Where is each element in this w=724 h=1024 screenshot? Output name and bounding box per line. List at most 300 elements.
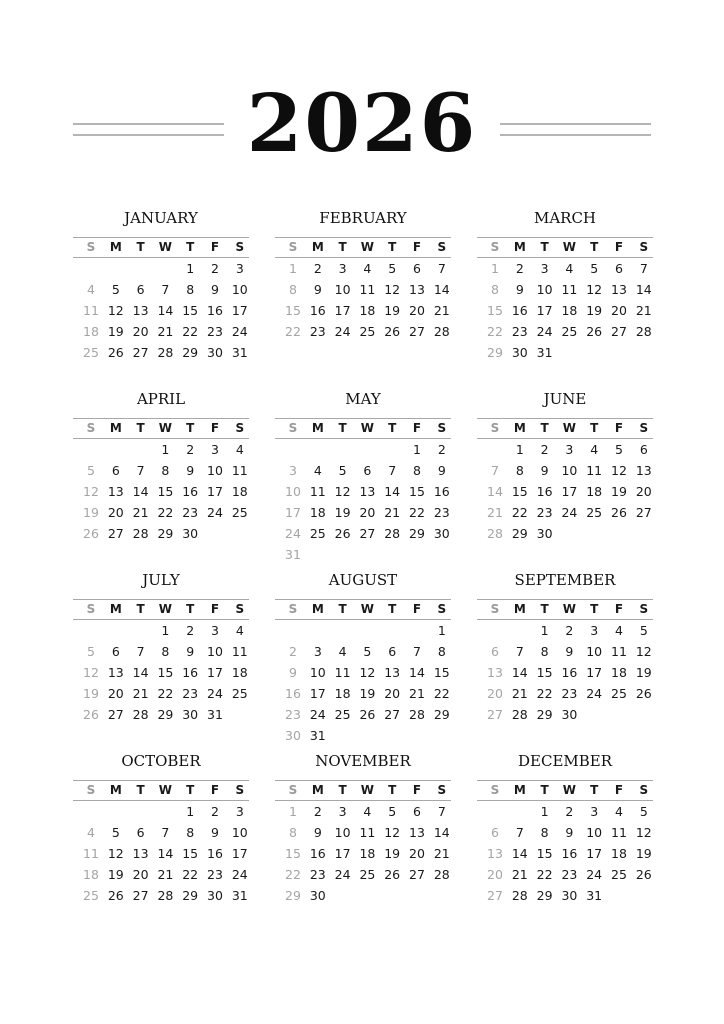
weekday-header-row xyxy=(73,599,249,619)
day-cell: 15 xyxy=(182,302,199,318)
day-cell: 31 xyxy=(231,344,248,360)
day-cell: 8 xyxy=(540,824,549,840)
weekday-header: F xyxy=(614,602,624,616)
day-cell: 4 xyxy=(590,442,599,457)
day-cell: 15 xyxy=(285,845,301,861)
day-cell: 18 xyxy=(309,504,326,520)
weekday-header: F xyxy=(210,240,220,254)
day-cell: 21 xyxy=(157,323,174,339)
day-cell: 19 xyxy=(107,323,124,339)
weekday-header: S xyxy=(490,783,500,797)
day-cell: 10 xyxy=(586,824,603,840)
day-cell: 29 xyxy=(487,344,503,360)
day-cell: 8 xyxy=(289,281,297,297)
day-cell: 28 xyxy=(157,887,174,903)
day-cell: 22 xyxy=(285,323,301,339)
day-cell: 12 xyxy=(586,281,603,297)
weekday-header: F xyxy=(412,783,422,797)
year-title: 2026 xyxy=(246,76,478,170)
day-cell: 11 xyxy=(231,643,248,659)
day-cell: 21 xyxy=(132,504,149,520)
day-cell: 29 xyxy=(285,887,301,903)
weekday-header: T xyxy=(338,240,347,254)
day-cell: 23 xyxy=(511,323,528,339)
day-cell: 23 xyxy=(182,685,199,701)
day-cell: 23 xyxy=(309,866,326,882)
day-cell: 11 xyxy=(561,281,578,297)
weekday-rule-bottom xyxy=(477,438,653,439)
day-cell: 12 xyxy=(384,824,401,840)
day-cell: 6 xyxy=(136,281,145,297)
weekday-header: T xyxy=(590,240,599,254)
day-cell: 9 xyxy=(186,462,195,478)
weekday-header-row xyxy=(477,599,653,619)
day-cell: 1 xyxy=(491,261,499,276)
weekday-header: T xyxy=(590,783,599,797)
day-cell: 1 xyxy=(515,442,524,457)
day-cell: 1 xyxy=(289,804,297,819)
day-cell: 21 xyxy=(487,504,503,520)
weekday-header: S xyxy=(235,602,245,616)
weekday-header: T xyxy=(540,421,549,435)
day-cell: 19 xyxy=(83,685,99,701)
weekday-header: S xyxy=(490,240,500,254)
day-cell: 23 xyxy=(182,504,199,520)
day-cell: 24 xyxy=(231,323,248,339)
weekday-header: W xyxy=(562,240,577,254)
month-title: JULY xyxy=(142,571,180,589)
day-cell: 13 xyxy=(487,664,503,680)
day-cell: 29 xyxy=(182,344,199,360)
day-cell: 3 xyxy=(235,261,244,276)
day-cell: 23 xyxy=(561,866,578,882)
weekday-rule-bottom xyxy=(477,257,653,258)
day-cell: 20 xyxy=(132,866,149,882)
day-cell: 16 xyxy=(207,302,223,318)
day-cell: 19 xyxy=(334,504,351,520)
day-cell: 6 xyxy=(413,261,421,276)
day-cell: 11 xyxy=(309,483,326,499)
day-cell: 3 xyxy=(313,643,322,659)
day-cell: 16 xyxy=(561,845,578,861)
day-cell: 13 xyxy=(132,302,149,318)
day-cell: 21 xyxy=(511,685,528,701)
day-cell: 13 xyxy=(384,664,401,680)
day-cell: 28 xyxy=(132,706,149,722)
day-cell: 19 xyxy=(635,845,652,861)
day-cell: 26 xyxy=(635,866,652,882)
day-cell: 2 xyxy=(565,804,574,819)
day-cell: 22 xyxy=(285,866,301,882)
day-cell: 7 xyxy=(161,824,170,840)
day-cell: 21 xyxy=(384,504,401,520)
day-cell: 24 xyxy=(334,866,351,882)
day-cell: 25 xyxy=(561,323,578,339)
month-title: OCTOBER xyxy=(121,752,201,770)
day-cell: 8 xyxy=(186,824,195,840)
day-cell: 5 xyxy=(363,643,372,659)
weekday-header: T xyxy=(136,602,145,616)
day-cell: 5 xyxy=(87,643,95,659)
day-cell: 25 xyxy=(231,685,248,701)
day-cell: 21 xyxy=(409,685,425,701)
day-cell: 15 xyxy=(157,483,174,499)
day-cell: 17 xyxy=(207,664,223,680)
day-cell: 26 xyxy=(384,323,401,339)
day-cell: 25 xyxy=(83,344,99,360)
day-cell: 30 xyxy=(309,887,326,903)
day-cell: 9 xyxy=(437,462,446,478)
day-cell: 16 xyxy=(182,483,199,499)
day-cell: 17 xyxy=(586,845,603,861)
day-cell: 18 xyxy=(561,302,578,318)
day-cell: 1 xyxy=(437,623,446,638)
day-cell: 3 xyxy=(289,462,297,478)
day-cell: 26 xyxy=(384,866,401,882)
day-cell: 2 xyxy=(313,261,322,276)
day-cell: 20 xyxy=(487,685,503,701)
day-cell: 29 xyxy=(157,706,174,722)
weekday-header: T xyxy=(540,240,549,254)
weekday-header: T xyxy=(186,783,195,797)
day-cell: 8 xyxy=(161,462,170,478)
day-cell: 10 xyxy=(207,462,223,478)
day-cell: 14 xyxy=(511,664,528,680)
day-cell: 29 xyxy=(536,887,553,903)
day-cell: 7 xyxy=(437,804,446,819)
day-cell: 24 xyxy=(561,504,578,520)
weekday-header: F xyxy=(210,602,220,616)
day-cell: 27 xyxy=(635,504,652,520)
day-cell: 2 xyxy=(211,804,219,819)
day-cell: 9 xyxy=(313,824,322,840)
day-cell: 30 xyxy=(207,344,223,360)
day-cell: 10 xyxy=(285,483,301,499)
day-cell: 8 xyxy=(289,824,297,840)
day-cell: 2 xyxy=(211,261,219,276)
day-cell: 4 xyxy=(235,623,244,638)
day-cell: 14 xyxy=(433,281,450,297)
day-cell: 22 xyxy=(409,504,425,520)
day-cell: 28 xyxy=(511,706,528,722)
day-cell: 17 xyxy=(334,845,351,861)
day-cell: 13 xyxy=(107,664,124,680)
weekday-header-row xyxy=(477,418,653,438)
weekday-header: S xyxy=(639,783,649,797)
day-cell: 12 xyxy=(107,302,124,318)
day-cell: 5 xyxy=(639,804,648,819)
weekday-header: S xyxy=(288,602,298,616)
weekday-rule-bottom xyxy=(275,619,451,620)
day-cell: 6 xyxy=(639,442,648,457)
day-cell: 20 xyxy=(132,323,149,339)
day-cell: 15 xyxy=(536,664,553,680)
day-cell: 14 xyxy=(157,845,174,861)
day-cell: 6 xyxy=(111,643,120,659)
weekday-header: M xyxy=(311,421,324,435)
weekday-header: S xyxy=(639,602,649,616)
day-cell: 29 xyxy=(409,525,425,541)
weekday-header: W xyxy=(562,602,577,616)
day-cell: 2 xyxy=(515,261,524,276)
day-cell: 13 xyxy=(409,281,425,297)
day-cell: 7 xyxy=(437,261,446,276)
day-cell: 26 xyxy=(334,525,351,541)
day-cell: 5 xyxy=(338,462,347,478)
weekday-rule-bottom xyxy=(73,257,249,258)
month-title: SEPTEMBER xyxy=(514,571,616,589)
day-cell: 4 xyxy=(565,261,574,276)
day-cell: 16 xyxy=(511,302,528,318)
weekday-header: T xyxy=(388,602,397,616)
day-cell: 27 xyxy=(487,887,503,903)
day-cell: 28 xyxy=(635,323,652,339)
day-cell: 28 xyxy=(433,866,450,882)
weekday-header: F xyxy=(412,240,422,254)
day-cell: 27 xyxy=(487,706,503,722)
day-cell: 31 xyxy=(207,706,223,722)
day-cell: 26 xyxy=(611,504,627,520)
weekday-header: M xyxy=(109,602,122,616)
weekday-header: T xyxy=(186,240,195,254)
month-title: JANUARY xyxy=(124,209,198,227)
weekday-header: M xyxy=(513,421,526,435)
day-cell: 18 xyxy=(359,845,376,861)
day-cell: 6 xyxy=(491,824,499,840)
weekday-header: W xyxy=(360,421,375,435)
day-cell: 27 xyxy=(132,887,149,903)
day-cell: 13 xyxy=(611,281,627,297)
weekday-header: T xyxy=(590,421,599,435)
day-cell: 31 xyxy=(285,546,301,562)
weekday-header: T xyxy=(136,783,145,797)
day-cell: 10 xyxy=(231,824,248,840)
day-cell: 20 xyxy=(409,845,425,861)
day-cell: 25 xyxy=(231,504,248,520)
weekday-header: W xyxy=(360,602,375,616)
day-cell: 18 xyxy=(231,483,248,499)
weekday-header: F xyxy=(210,783,220,797)
day-cell: 7 xyxy=(161,281,170,297)
weekday-header-row xyxy=(477,780,653,800)
day-cell: 8 xyxy=(186,281,195,297)
day-cell: 19 xyxy=(635,664,652,680)
day-cell: 8 xyxy=(540,643,549,659)
weekday-header: M xyxy=(513,783,526,797)
day-cell: 28 xyxy=(487,525,503,541)
day-cell: 15 xyxy=(409,483,425,499)
day-cell: 22 xyxy=(511,504,528,520)
day-cell: 20 xyxy=(359,504,376,520)
day-cell: 18 xyxy=(586,483,603,499)
day-cell: 27 xyxy=(384,706,401,722)
day-cell: 30 xyxy=(511,344,528,360)
weekday-header: S xyxy=(235,783,245,797)
day-cell: 2 xyxy=(186,442,195,457)
day-cell: 22 xyxy=(182,866,199,882)
day-cell: 2 xyxy=(437,442,446,457)
day-cell: 15 xyxy=(182,845,199,861)
month-title: AUGUST xyxy=(328,571,398,589)
day-cell: 14 xyxy=(487,483,503,499)
day-cell: 17 xyxy=(207,483,223,499)
day-cell: 28 xyxy=(409,706,425,722)
day-cell: 3 xyxy=(211,442,219,457)
day-cell: 13 xyxy=(359,483,376,499)
day-cell: 1 xyxy=(161,623,170,638)
day-cell: 14 xyxy=(511,845,528,861)
day-cell: 19 xyxy=(611,483,627,499)
weekday-header-row xyxy=(275,780,451,800)
day-cell: 20 xyxy=(635,483,652,499)
weekday-header: F xyxy=(210,421,220,435)
day-cell: 27 xyxy=(107,706,124,722)
weekday-header: M xyxy=(311,783,324,797)
day-cell: 16 xyxy=(182,664,199,680)
day-cell: 5 xyxy=(590,261,599,276)
day-cell: 29 xyxy=(157,525,174,541)
month-title: APRIL xyxy=(136,390,186,408)
day-cell: 9 xyxy=(186,643,195,659)
day-cell: 20 xyxy=(107,504,124,520)
day-cell: 5 xyxy=(87,462,95,478)
day-cell: 9 xyxy=(565,643,574,659)
weekday-header: S xyxy=(639,421,649,435)
day-cell: 26 xyxy=(83,525,99,541)
weekday-header: S xyxy=(86,783,96,797)
weekday-header: M xyxy=(109,240,122,254)
weekday-rule-bottom xyxy=(73,619,249,620)
day-cell: 4 xyxy=(615,804,623,819)
weekday-header: M xyxy=(311,240,324,254)
day-cell: 22 xyxy=(536,866,553,882)
day-cell: 1 xyxy=(186,261,195,276)
weekday-header: T xyxy=(388,421,397,435)
day-cell: 6 xyxy=(363,462,372,478)
day-cell: 30 xyxy=(536,525,553,541)
weekday-header: W xyxy=(158,240,173,254)
day-cell: 6 xyxy=(136,824,145,840)
day-cell: 20 xyxy=(611,302,627,318)
day-cell: 11 xyxy=(611,824,627,840)
day-cell: 26 xyxy=(107,344,124,360)
day-cell: 11 xyxy=(586,462,603,478)
day-cell: 30 xyxy=(182,706,199,722)
day-cell: 23 xyxy=(207,866,223,882)
day-cell: 24 xyxy=(207,504,223,520)
day-cell: 25 xyxy=(359,866,376,882)
day-cell: 3 xyxy=(338,261,347,276)
weekday-header-row xyxy=(73,780,249,800)
weekday-header: M xyxy=(109,783,122,797)
day-cell: 10 xyxy=(231,281,248,297)
day-cell: 22 xyxy=(157,504,174,520)
day-cell: 24 xyxy=(285,525,301,541)
day-cell: 22 xyxy=(182,323,199,339)
day-cell: 17 xyxy=(231,845,248,861)
day-cell: 1 xyxy=(161,442,170,457)
day-cell: 26 xyxy=(635,685,652,701)
weekday-header: S xyxy=(437,783,447,797)
day-cell: 24 xyxy=(309,706,326,722)
day-cell: 13 xyxy=(635,462,652,478)
day-cell: 14 xyxy=(635,281,652,297)
day-cell: 26 xyxy=(586,323,603,339)
day-cell: 5 xyxy=(615,442,623,457)
day-cell: 28 xyxy=(157,344,174,360)
day-cell: 31 xyxy=(586,887,603,903)
day-cell: 30 xyxy=(207,887,223,903)
month-title: JUNE xyxy=(543,390,587,408)
day-cell: 30 xyxy=(285,727,301,743)
day-cell: 12 xyxy=(334,483,351,499)
day-cell: 20 xyxy=(107,685,124,701)
day-cell: 25 xyxy=(334,706,351,722)
day-cell: 12 xyxy=(611,462,627,478)
day-cell: 31 xyxy=(536,344,553,360)
weekday-header: M xyxy=(311,602,324,616)
day-cell: 19 xyxy=(384,302,401,318)
day-cell: 19 xyxy=(83,504,99,520)
day-cell: 15 xyxy=(536,845,553,861)
day-cell: 6 xyxy=(111,462,120,478)
day-cell: 7 xyxy=(515,643,524,659)
day-cell: 17 xyxy=(309,685,326,701)
weekday-header: W xyxy=(360,240,375,254)
day-cell: 4 xyxy=(363,261,372,276)
weekday-header: M xyxy=(109,421,122,435)
day-cell: 8 xyxy=(437,643,446,659)
day-cell: 12 xyxy=(83,664,99,680)
weekday-rule-bottom xyxy=(73,438,249,439)
day-cell: 15 xyxy=(487,302,503,318)
day-cell: 27 xyxy=(107,525,124,541)
weekday-header: W xyxy=(158,421,173,435)
day-cell: 29 xyxy=(536,706,553,722)
day-cell: 12 xyxy=(635,824,652,840)
weekday-header: S xyxy=(86,602,96,616)
day-cell: 30 xyxy=(561,706,578,722)
day-cell: 8 xyxy=(491,281,499,297)
day-cell: 26 xyxy=(359,706,376,722)
day-cell: 10 xyxy=(207,643,223,659)
day-cell: 21 xyxy=(132,685,149,701)
day-cell: 10 xyxy=(536,281,553,297)
day-cell: 24 xyxy=(207,685,223,701)
day-cell: 4 xyxy=(615,623,623,638)
day-cell: 1 xyxy=(540,804,549,819)
day-cell: 7 xyxy=(515,824,524,840)
day-cell: 17 xyxy=(285,504,301,520)
day-cell: 12 xyxy=(107,845,124,861)
day-cell: 7 xyxy=(639,261,648,276)
day-cell: 13 xyxy=(132,845,149,861)
day-cell: 1 xyxy=(186,804,195,819)
weekday-header: T xyxy=(338,602,347,616)
day-cell: 25 xyxy=(359,323,376,339)
day-cell: 27 xyxy=(409,866,425,882)
day-cell: 27 xyxy=(359,525,376,541)
day-cell: 12 xyxy=(83,483,99,499)
day-cell: 5 xyxy=(111,824,120,840)
day-cell: 6 xyxy=(388,643,397,659)
day-cell: 21 xyxy=(433,845,450,861)
weekday-header-row xyxy=(73,418,249,438)
day-cell: 15 xyxy=(157,664,174,680)
day-cell: 27 xyxy=(132,344,149,360)
day-cell: 27 xyxy=(409,323,425,339)
day-cell: 23 xyxy=(561,685,578,701)
